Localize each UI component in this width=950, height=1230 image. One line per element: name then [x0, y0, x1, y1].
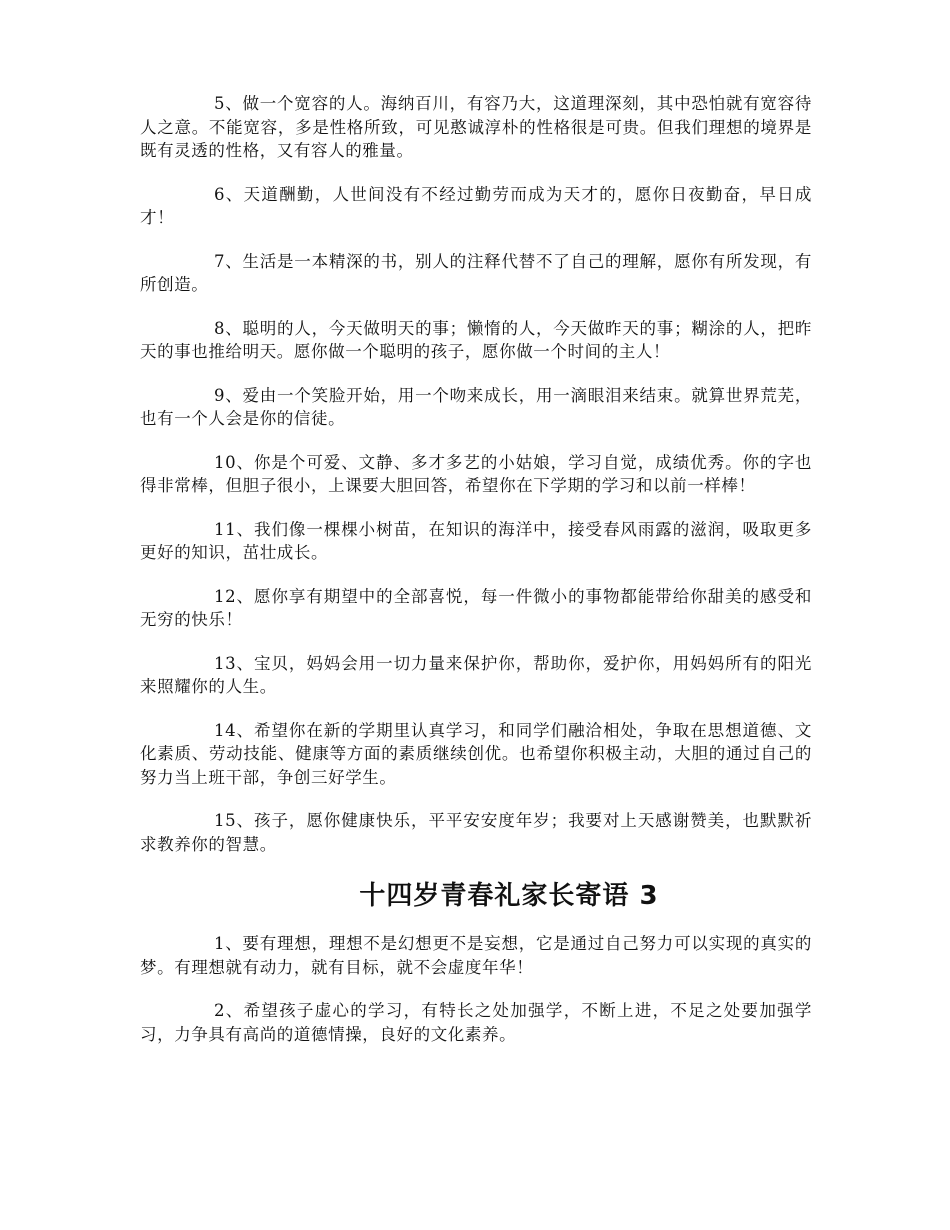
paragraph-13: 13、宝贝，妈妈会用一切力量来保护你，帮助你，爱护你，用妈妈所有的阳光来照耀你的人生。: [140, 653, 812, 696]
paragraph-12: 12、愿你享有期望中的全部喜悦，每一件微小的事物都能带给你甜美的感受和无穷的快乐！: [140, 586, 812, 629]
paragraph-5: 5、做一个宽容的人。海纳百川，有容乃大，这道理深刻，其中恐怕就有宽容待人之意。不能宽容，多是性格所致，可见憨诚淳朴的性格很是可贵。但我们理想的境界是既有灵透的性格，又有容人的雅量。: [140, 94, 812, 160]
paragraph-14: 14、希望你在新的学期里认真学习，和同学们融洽相处，争取在思想道德、文化素质、劳动技能、健康等方面的素质继续创优。也希望你积极主动，大胆的通过自己的努力当上班干部，争创三好学生。: [140, 720, 812, 787]
paragraph-s3-2: 2、希望孩子虚心的学习，有特长之处加强学，不断上进，不足之处要加强学习，力争具有高尚的道德情操，良好的文化素养。: [140, 1001, 812, 1044]
section-title: 十四岁青春礼家长寄语 3: [359, 881, 659, 911]
document-page: [140, 92, 812, 1066]
paragraph-6: 6、天道酬勤，人世间没有不经过勤劳而成为天才的，愿你日夜勤奋，早日成才！: [140, 184, 812, 227]
paragraph-9: 9、爱由一个笑脸开始，用一个吻来成长，用一滴眼泪来结束。就算世界荒芜，也有一个人会是你的信徒。: [140, 385, 812, 428]
paragraph-s3-1: 1、要有理想，理想不是幻想更不是妄想，它是通过自己努力可以实现的真实的梦。有理想就有动力，就有目标，就不会虚度年华！: [140, 934, 812, 977]
paragraph-11: 11、我们像一棵棵小树苗，在知识的海洋中，接受春风雨露的滋润，吸取更多更好的知识，茁壮成长。: [140, 519, 812, 562]
paragraph-8: 8、聪明的人，今天做明天的事；懒惰的人，今天做昨天的事；糊涂的人，把昨天的事也推给明天。愿你做一个聪明的孩子，愿你做一个时间的主人！: [140, 318, 812, 361]
paragraph-7: 7、生活是一本精深的书，别人的注释代替不了自己的理解，愿你有所发现，有所创造。: [140, 251, 812, 294]
paragraph-15: 15、孩子，愿你健康快乐，平平安安度年岁；我要对上天感谢赞美，也默默祈求教养你的智慧。: [140, 811, 812, 854]
paragraph-10: 10、你是个可爱、文静、多才多艺的小姑娘，学习自觉，成绩优秀。你的字也得非常棒，但胆子很小，上课要大胆回答，希望你在下学期的学习和以前一样棒！: [140, 452, 812, 495]
